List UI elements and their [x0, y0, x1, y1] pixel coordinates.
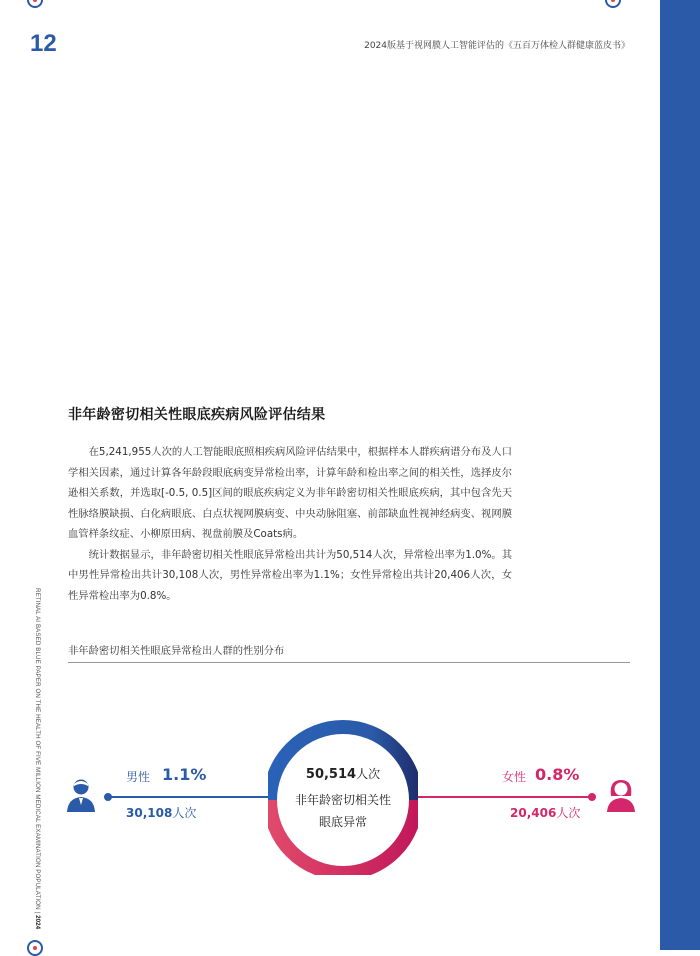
male-count-unit: 人次 — [172, 806, 197, 820]
side-caption-text: RETINAL AI BASED BLUE PAPER ON THE HEALTH OF FIVE MILLION MEDICAL EXAMINATION POPULATION — [34, 588, 41, 910]
total-count-value: 50,514 — [305, 767, 357, 782]
total-count-unit: 人次 — [356, 767, 381, 781]
male-rate: 1.1% — [162, 765, 207, 784]
side-caption-year: 2024 — [34, 915, 41, 930]
body-paragraph: 统计数据显示，非年龄密切相关性眼底异常检出共计为50,514人次，异常检出率为1.0%。其中男性异常检出共计30,108人次，男性异常检出率为1.1%；女性异常检出共计20,406人次，女性异常检出率为0.8%。 — [68, 548, 512, 602]
male-connector-line — [108, 796, 268, 798]
male-count-value: 30,108 — [126, 806, 173, 820]
center-label-line1: 非年龄密切相关性 — [294, 793, 391, 807]
section-title: 非年龄密切相关性眼底疾病风险评估结果 — [68, 407, 326, 423]
registration-mark-icon — [27, 0, 43, 8]
female-person-icon — [606, 778, 636, 812]
running-header: 2024版基于视网膜人工智能评估的《五百万体检人群健康蓝皮书》 — [364, 41, 630, 51]
infographic-title: 非年龄密切相关性眼底异常检出人群的性别分布 — [68, 645, 285, 657]
page-number: 12 — [30, 30, 57, 57]
female-connector-dot — [588, 793, 596, 801]
male-count — [126, 804, 196, 821]
registration-mark-icon — [27, 940, 43, 956]
male-label: 男性 — [126, 770, 151, 784]
female-label: 女性 — [502, 770, 527, 784]
male-connector-dot — [104, 793, 112, 801]
registration-mark-icon — [605, 0, 621, 8]
center-label-line2: 眼底异常 — [318, 815, 367, 829]
male-person-icon — [66, 778, 96, 812]
female-count — [510, 804, 580, 821]
side-caption-separator: | — [34, 911, 41, 914]
side-color-bar — [660, 0, 700, 950]
title-divider — [68, 662, 630, 663]
body-paragraph: 在5,241,955人次的人工智能眼底照相疾病风险评估结果中，根据样本人群疾病谱分布及人口学相关因素，通过计算各年龄段眼底病变异常检出率，计算年龄和检出率之间的相关性，选择皮尔逊相关系数，并选取[-0.5, 0.5]区间的眼底疾病定义为非年龄密切相关性眼底疾病，其中包含先天性脉络膜缺损、白化病眼底、白点状视网膜病变、中央动脉阻塞、前部缺血性视神经病变、视网膜血管样条纹症、小柳原田病、视盘前膜及Coats病。 — [68, 446, 512, 540]
female-count-unit: 人次 — [556, 806, 581, 820]
vertical-side-caption — [31, 588, 41, 929]
female-connector-line — [418, 796, 592, 798]
section-body — [68, 442, 512, 606]
female-rate: 0.8% — [535, 765, 580, 784]
female-count-value: 20,406 — [510, 806, 557, 820]
total-count — [268, 765, 418, 782]
center-label — [268, 789, 418, 833]
